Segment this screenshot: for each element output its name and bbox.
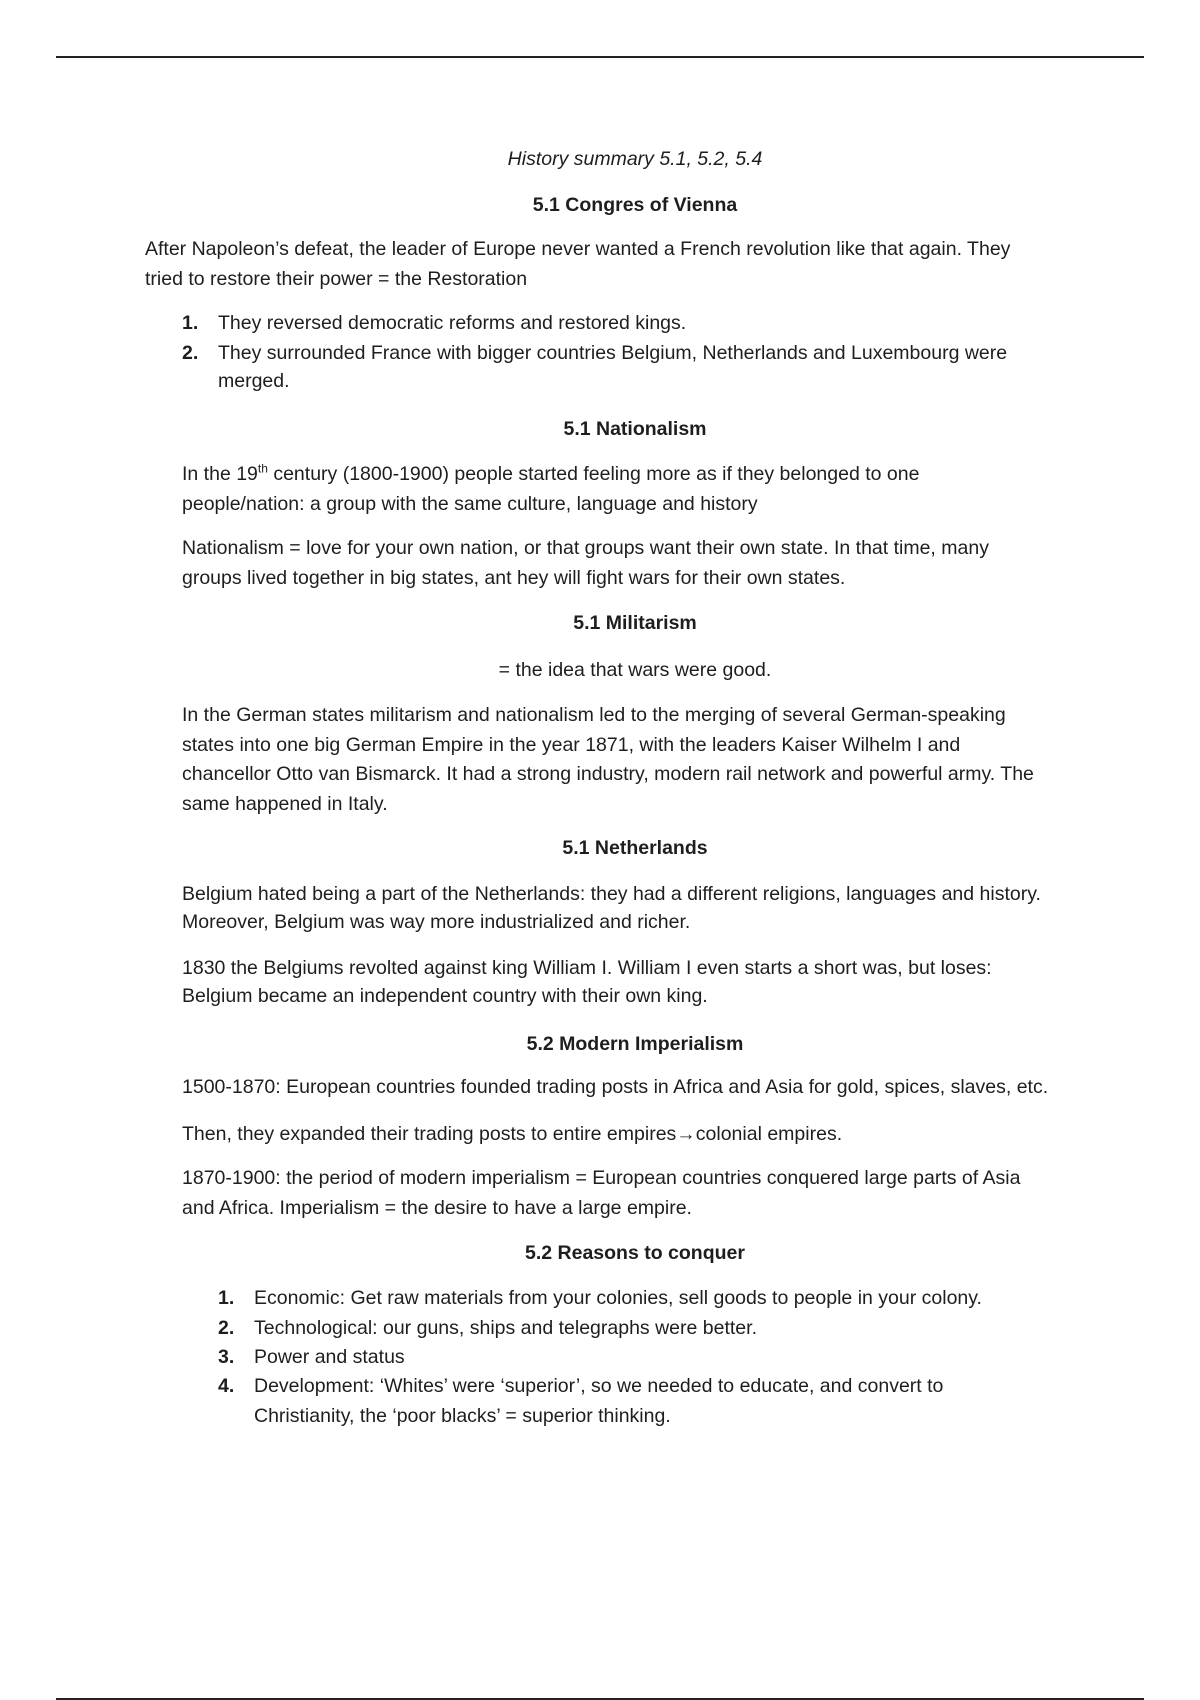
superscript: th — [257, 461, 268, 476]
vienna-paragraph-line-1: After Napoleon’s defeat, the leader of Europe never wanted a French revolution like that again. They — [145, 238, 1011, 260]
list-text: Technological: our guns, ships and telegraphs were better. — [254, 1317, 757, 1339]
list-text-continued: Christianity, the ‘poor blacks’ = superior thinking. — [254, 1405, 671, 1427]
heading-modern-imperialism: 5.2 Modern Imperialism — [526, 1033, 744, 1055]
list-text-continued: merged. — [218, 370, 290, 392]
militarism-paragraph-line-4: same happened in Italy. — [182, 793, 388, 815]
document-title: History summary 5.1, 5.2, 5.4 — [507, 148, 763, 170]
nationalism-paragraph-1-line-1 — [182, 459, 919, 489]
heading-reasons-to-conquer: 5.2 Reasons to conquer — [525, 1242, 745, 1264]
nationalism-paragraph-2-line-2: groups lived together in big states, ant hey will fight wars for their own states. — [182, 567, 846, 589]
netherlands-paragraph-1-line-1: Belgium hated being a part of the Netherlands: they had a different religions, languages and history. — [182, 883, 1041, 905]
militarism-paragraph-line-1: In the German states militarism and nationalism led to the merging of several German-speaking — [182, 704, 1006, 726]
netherlands-paragraph-2-line-2: Belgium became an independent country with their own king. — [182, 985, 708, 1007]
vienna-list-item-1 — [0, 308, 1200, 338]
militarism-paragraph-line-2: states into one big German Empire in the year 1871, with the leaders Kaiser Wilhelm I and — [182, 734, 961, 756]
list-number: 1. — [218, 1287, 235, 1309]
list-number: 3. — [218, 1346, 235, 1368]
heading-militarism: 5.1 Militarism — [573, 612, 697, 634]
text-run: century (1800-1900) people started feeling more as if they belonged to one — [267, 463, 920, 485]
imperialism-paragraph-3-line-2: and Africa. Imperialism = the desire to have a large empire. — [182, 1197, 692, 1219]
list-text: They reversed democratic reforms and restored kings. — [218, 312, 687, 334]
vienna-paragraph-line-2: tried to restore their power = the Restoration — [145, 268, 528, 290]
imperialism-paragraph-1: 1500-1870: European countries founded trading posts in Africa and Asia for gold, spices, slaves, etc. — [182, 1076, 1049, 1098]
imperialism-paragraph-3-line-1: 1870-1900: the period of modern imperialism = European countries conquered large parts of Asia — [182, 1167, 1021, 1189]
list-number: 2. — [182, 342, 199, 364]
top-page-rule — [56, 56, 1144, 58]
reasons-list-item-2 — [0, 1313, 1200, 1343]
list-text: Development: ‘Whites’ were ‘superior’, so we needed to educate, and convert to — [254, 1375, 944, 1397]
text-run: In the 19 — [182, 463, 258, 485]
list-number: 2. — [218, 1317, 235, 1339]
netherlands-paragraph-2-line-1: 1830 the Belgiums revolted against king William I. William I even starts a short was, but loses: — [182, 957, 992, 979]
reasons-list-item-3 — [0, 1342, 1200, 1372]
militarism-definition: = the idea that wars were good. — [498, 659, 772, 681]
list-text: Economic: Get raw materials from your colonies, sell goods to people in your colony. — [254, 1287, 982, 1309]
list-text: Power and status — [254, 1346, 405, 1368]
reasons-list-item-4 — [0, 1371, 1200, 1431]
nationalism-paragraph-2-line-1: Nationalism = love for your own nation, or that groups want their own state. In that time, many — [182, 537, 989, 559]
nationalism-paragraph-1-line-2: people/nation: a group with the same culture, language and history — [182, 493, 758, 515]
netherlands-paragraph-1-line-2: Moreover, Belgium was way more industrialized and richer. — [182, 911, 691, 933]
list-text: They surrounded France with bigger countries Belgium, Netherlands and Luxembourg were — [218, 342, 1008, 364]
reasons-list-item-1 — [0, 1283, 1200, 1313]
list-number: 4. — [218, 1375, 235, 1397]
heading-nationalism: 5.1 Nationalism — [563, 418, 707, 440]
heading-congres-of-vienna: 5.1 Congres of Vienna — [532, 194, 738, 216]
militarism-paragraph-line-3: chancellor Otto van Bismarck. It had a strong industry, modern rail network and powerful army. The — [182, 763, 1034, 785]
imperialism-paragraph-2: Then, they expanded their trading posts to entire empires→colonial empires. — [182, 1123, 843, 1145]
heading-netherlands: 5.1 Netherlands — [562, 837, 708, 859]
vienna-list-item-2 — [0, 338, 1200, 398]
list-number: 1. — [182, 312, 199, 334]
